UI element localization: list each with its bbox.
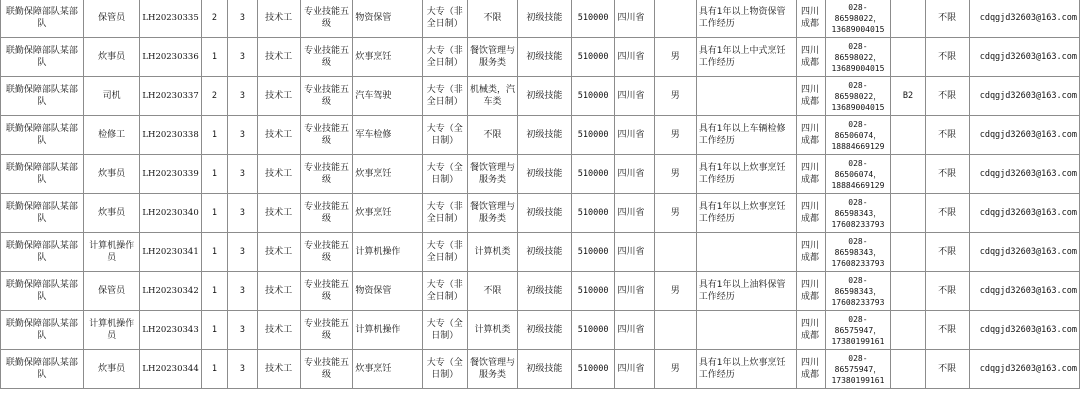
- education-cell[interactable]: 大专（全日制）: [422, 116, 467, 155]
- email-cell[interactable]: cdqgjd32603@163.com: [969, 155, 1079, 194]
- postcode-cell[interactable]: 510000: [571, 350, 615, 389]
- position-cell[interactable]: 保管员: [83, 0, 140, 38]
- education-cell[interactable]: 大专（非全日制）: [422, 272, 467, 311]
- skill-level-cell[interactable]: 初级技能: [518, 38, 572, 77]
- unit-cell[interactable]: 联勤保障部队某部队: [1, 0, 84, 38]
- table-row: [1, 350, 1080, 389]
- email-cell[interactable]: cdqgjd32603@163.com: [969, 233, 1079, 272]
- work-content-cell[interactable]: 计算机操作: [353, 233, 422, 272]
- unit-cell[interactable]: 联勤保障部队某部队: [1, 233, 84, 272]
- city-cell[interactable]: 四川成都: [796, 194, 825, 233]
- position-cell[interactable]: 炊事员: [83, 194, 140, 233]
- table-body: [1, 0, 1080, 389]
- email-cell[interactable]: cdqgjd32603@163.com: [969, 38, 1079, 77]
- ratio-cell[interactable]: 3: [228, 155, 257, 194]
- province-cell[interactable]: 四川省: [615, 194, 654, 233]
- headcount-cell[interactable]: 2: [201, 0, 227, 38]
- city-cell[interactable]: 四川成都: [796, 350, 825, 389]
- other-condition-cell[interactable]: 不限: [925, 77, 969, 116]
- ratio-cell[interactable]: 3: [228, 116, 257, 155]
- other-condition-cell[interactable]: 不限: [925, 116, 969, 155]
- job-type-cell[interactable]: 技术工: [257, 116, 300, 155]
- other-condition-cell[interactable]: 不限: [925, 0, 969, 38]
- unit-cell[interactable]: 联勤保障部队某部队: [1, 350, 84, 389]
- gender-cell[interactable]: 男: [654, 38, 696, 77]
- postcode-cell[interactable]: 510000: [571, 116, 615, 155]
- work-content-cell[interactable]: 炊事烹饪: [353, 350, 422, 389]
- job-type-cell[interactable]: 技术工: [257, 155, 300, 194]
- city-cell[interactable]: 四川成都: [796, 0, 825, 38]
- headcount-cell[interactable]: 1: [201, 272, 227, 311]
- requirement-cell[interactable]: 具有1年以上车辆检修工作经历: [696, 116, 796, 155]
- contact-phone-cell[interactable]: 028-86506074，18884669129: [825, 116, 891, 155]
- province-cell[interactable]: 四川省: [615, 272, 654, 311]
- ratio-cell[interactable]: 3: [228, 77, 257, 116]
- work-content-cell[interactable]: 炊事烹饪: [353, 38, 422, 77]
- city-cell[interactable]: 四川成都: [796, 77, 825, 116]
- requirement-cell[interactable]: [696, 77, 796, 116]
- gender-cell[interactable]: 男: [654, 194, 696, 233]
- headcount-cell[interactable]: 1: [201, 350, 227, 389]
- education-cell[interactable]: 大专（全日制）: [422, 155, 467, 194]
- grade-cell[interactable]: 专业技能五级: [300, 116, 353, 155]
- table-row: [1, 155, 1080, 194]
- job-type-cell[interactable]: 技术工: [257, 0, 300, 38]
- other-condition-cell[interactable]: 不限: [925, 194, 969, 233]
- city-cell[interactable]: 四川成都: [796, 38, 825, 77]
- requirement-cell[interactable]: 具有1年以上油料保管工作经历: [696, 272, 796, 311]
- other-condition-cell[interactable]: 不限: [925, 272, 969, 311]
- position-cell[interactable]: 保管员: [83, 272, 140, 311]
- postcode-cell[interactable]: 510000: [571, 233, 615, 272]
- other-condition-cell[interactable]: 不限: [925, 311, 969, 350]
- major-category-cell[interactable]: 不限: [467, 0, 517, 38]
- major-category-cell[interactable]: 餐饮管理与服务类: [467, 155, 517, 194]
- headcount-cell[interactable]: 1: [201, 311, 227, 350]
- work-content-cell[interactable]: 炊事烹饪: [353, 194, 422, 233]
- province-cell[interactable]: 四川省: [615, 116, 654, 155]
- table-row: [1, 116, 1080, 155]
- city-cell[interactable]: 四川成都: [796, 155, 825, 194]
- gender-cell[interactable]: [654, 0, 696, 38]
- work-content-cell[interactable]: 计算机操作: [353, 311, 422, 350]
- table-row: [1, 0, 1080, 38]
- headcount-cell[interactable]: 1: [201, 233, 227, 272]
- contact-phone-cell[interactable]: 028-86598022，13689004015: [825, 77, 891, 116]
- city-cell[interactable]: 四川成都: [796, 311, 825, 350]
- skill-level-cell[interactable]: 初级技能: [518, 233, 572, 272]
- grade-cell[interactable]: 专业技能五级: [300, 233, 353, 272]
- ratio-cell[interactable]: 3: [228, 194, 257, 233]
- other-condition-cell[interactable]: 不限: [925, 233, 969, 272]
- contact-phone-cell[interactable]: 028-86575947，17380199161: [825, 350, 891, 389]
- headcount-cell[interactable]: 1: [201, 116, 227, 155]
- position-cell[interactable]: 计算机操作员: [83, 311, 140, 350]
- email-cell[interactable]: cdqgjd32603@163.com: [969, 311, 1079, 350]
- position-code-cell[interactable]: LH20230343: [140, 311, 201, 350]
- grade-cell[interactable]: 专业技能五级: [300, 38, 353, 77]
- skill-level-cell[interactable]: 初级技能: [518, 311, 572, 350]
- work-content-cell[interactable]: 汽车驾驶: [353, 77, 422, 116]
- license-cell[interactable]: [891, 350, 925, 389]
- province-cell[interactable]: 四川省: [615, 311, 654, 350]
- province-cell[interactable]: 四川省: [615, 38, 654, 77]
- postcode-cell[interactable]: 510000: [571, 194, 615, 233]
- headcount-cell[interactable]: 1: [201, 155, 227, 194]
- requirement-cell[interactable]: 具有1年以上炊事烹饪工作经历: [696, 194, 796, 233]
- email-cell[interactable]: cdqgjd32603@163.com: [969, 350, 1079, 389]
- postcode-cell[interactable]: 510000: [571, 155, 615, 194]
- province-cell[interactable]: 四川省: [615, 233, 654, 272]
- license-cell[interactable]: [891, 0, 925, 38]
- email-cell[interactable]: cdqgjd32603@163.com: [969, 0, 1079, 38]
- ratio-cell[interactable]: 3: [228, 350, 257, 389]
- position-cell[interactable]: 炊事员: [83, 350, 140, 389]
- requirement-cell[interactable]: [696, 233, 796, 272]
- unit-cell[interactable]: 联勤保障部队某部队: [1, 194, 84, 233]
- ratio-cell[interactable]: 3: [228, 0, 257, 38]
- ratio-cell[interactable]: 3: [228, 38, 257, 77]
- province-cell[interactable]: 四川省: [615, 77, 654, 116]
- position-code-cell[interactable]: LH20230335: [140, 0, 201, 38]
- major-category-cell[interactable]: 计算机类: [467, 233, 517, 272]
- email-cell[interactable]: cdqgjd32603@163.com: [969, 272, 1079, 311]
- job-type-cell[interactable]: 技术工: [257, 38, 300, 77]
- unit-cell[interactable]: 联勤保障部队某部队: [1, 77, 84, 116]
- skill-level-cell[interactable]: 初级技能: [518, 272, 572, 311]
- headcount-cell[interactable]: 1: [201, 38, 227, 77]
- ratio-cell[interactable]: 3: [228, 311, 257, 350]
- table-row: [1, 38, 1080, 77]
- table-row: [1, 77, 1080, 116]
- requirement-cell[interactable]: 具有1年以上炊事烹饪工作经历: [696, 155, 796, 194]
- education-cell[interactable]: 大专（非全日制）: [422, 233, 467, 272]
- grade-cell[interactable]: 专业技能五级: [300, 155, 353, 194]
- other-condition-cell[interactable]: 不限: [925, 38, 969, 77]
- position-code-cell[interactable]: LH20230337: [140, 77, 201, 116]
- city-cell[interactable]: 四川成都: [796, 116, 825, 155]
- license-cell[interactable]: [891, 155, 925, 194]
- contact-phone-cell[interactable]: 028-86598343，17608233793: [825, 272, 891, 311]
- skill-level-cell[interactable]: 初级技能: [518, 194, 572, 233]
- position-cell[interactable]: 检修工: [83, 116, 140, 155]
- position-code-cell[interactable]: LH20230341: [140, 233, 201, 272]
- unit-cell[interactable]: 联勤保障部队某部队: [1, 116, 84, 155]
- major-category-cell[interactable]: 餐饮管理与服务类: [467, 38, 517, 77]
- unit-cell[interactable]: 联勤保障部队某部队: [1, 38, 84, 77]
- position-cell[interactable]: 司机: [83, 77, 140, 116]
- license-cell[interactable]: [891, 272, 925, 311]
- postcode-cell[interactable]: 510000: [571, 272, 615, 311]
- grade-cell[interactable]: 专业技能五级: [300, 311, 353, 350]
- position-cell[interactable]: 炊事员: [83, 155, 140, 194]
- unit-cell[interactable]: 联勤保障部队某部队: [1, 311, 84, 350]
- table-row: [1, 272, 1080, 311]
- headcount-cell[interactable]: 1: [201, 194, 227, 233]
- province-cell[interactable]: 四川省: [615, 155, 654, 194]
- requirement-cell[interactable]: 具有1年以上物资保管工作经历: [696, 0, 796, 38]
- education-cell[interactable]: 大专（非全日制）: [422, 194, 467, 233]
- gender-cell[interactable]: 男: [654, 272, 696, 311]
- gender-cell[interactable]: 男: [654, 350, 696, 389]
- job-type-cell[interactable]: 技术工: [257, 311, 300, 350]
- skill-level-cell[interactable]: 初级技能: [518, 350, 572, 389]
- major-category-cell[interactable]: 不限: [467, 272, 517, 311]
- postcode-cell[interactable]: 510000: [571, 38, 615, 77]
- job-type-cell[interactable]: 技术工: [257, 77, 300, 116]
- table-row: [1, 194, 1080, 233]
- gender-cell[interactable]: [654, 311, 696, 350]
- gender-cell[interactable]: 男: [654, 155, 696, 194]
- position-cell[interactable]: 炊事员: [83, 38, 140, 77]
- grade-cell[interactable]: 专业技能五级: [300, 272, 353, 311]
- position-code-cell[interactable]: LH20230338: [140, 116, 201, 155]
- position-code-cell[interactable]: LH20230344: [140, 350, 201, 389]
- skill-level-cell[interactable]: 初级技能: [518, 0, 572, 38]
- province-cell[interactable]: 四川省: [615, 350, 654, 389]
- license-cell[interactable]: [891, 38, 925, 77]
- work-content-cell[interactable]: 物资保管: [353, 272, 422, 311]
- job-type-cell[interactable]: 技术工: [257, 272, 300, 311]
- position-code-cell[interactable]: LH20230342: [140, 272, 201, 311]
- contact-phone-cell[interactable]: 028-86598022，13689004015: [825, 0, 891, 38]
- position-cell[interactable]: 计算机操作员: [83, 233, 140, 272]
- position-code-cell[interactable]: LH20230336: [140, 38, 201, 77]
- grade-cell[interactable]: 专业技能五级: [300, 0, 353, 38]
- requirement-cell[interactable]: 具有1年以上中式烹饪工作经历: [696, 38, 796, 77]
- job-type-cell[interactable]: 技术工: [257, 233, 300, 272]
- postcode-cell[interactable]: 510000: [571, 77, 615, 116]
- work-content-cell[interactable]: 军车检修: [353, 116, 422, 155]
- gender-cell[interactable]: [654, 233, 696, 272]
- table-row: [1, 233, 1080, 272]
- contact-phone-cell[interactable]: 028-86506074，18884669129: [825, 155, 891, 194]
- contact-phone-cell[interactable]: 028-86575947，17380199161: [825, 311, 891, 350]
- email-cell[interactable]: cdqgjd32603@163.com: [969, 77, 1079, 116]
- ratio-cell[interactable]: 3: [228, 233, 257, 272]
- license-cell[interactable]: B2: [891, 77, 925, 116]
- license-cell[interactable]: [891, 194, 925, 233]
- city-cell[interactable]: 四川成都: [796, 272, 825, 311]
- contact-phone-cell[interactable]: 028-86598022，13689004015: [825, 38, 891, 77]
- grade-cell[interactable]: 专业技能五级: [300, 194, 353, 233]
- contact-phone-cell[interactable]: 028-86598343，17608233793: [825, 233, 891, 272]
- province-cell[interactable]: 四川省: [615, 0, 654, 38]
- major-category-cell[interactable]: 餐饮管理与服务类: [467, 350, 517, 389]
- unit-cell[interactable]: 联勤保障部队某部队: [1, 272, 84, 311]
- major-category-cell[interactable]: 不限: [467, 116, 517, 155]
- education-cell[interactable]: 大专（非全日制）: [422, 38, 467, 77]
- license-cell[interactable]: [891, 311, 925, 350]
- ratio-cell[interactable]: 3: [228, 272, 257, 311]
- grade-cell[interactable]: 专业技能五级: [300, 77, 353, 116]
- position-code-cell[interactable]: LH20230340: [140, 194, 201, 233]
- email-cell[interactable]: cdqgjd32603@163.com: [969, 116, 1079, 155]
- gender-cell[interactable]: 男: [654, 77, 696, 116]
- gender-cell[interactable]: 男: [654, 116, 696, 155]
- license-cell[interactable]: [891, 233, 925, 272]
- work-content-cell[interactable]: 物资保管: [353, 0, 422, 38]
- grade-cell[interactable]: 专业技能五级: [300, 350, 353, 389]
- contact-phone-cell[interactable]: 028-86598343，17608233793: [825, 194, 891, 233]
- education-cell[interactable]: 大专（全日制）: [422, 350, 467, 389]
- skill-level-cell[interactable]: 初级技能: [518, 77, 572, 116]
- email-cell[interactable]: cdqgjd32603@163.com: [969, 194, 1079, 233]
- major-category-cell[interactable]: 计算机类: [467, 311, 517, 350]
- major-category-cell[interactable]: 机械类，汽车类: [467, 77, 517, 116]
- requirement-cell[interactable]: [696, 311, 796, 350]
- unit-cell[interactable]: 联勤保障部队某部队: [1, 155, 84, 194]
- education-cell[interactable]: 大专（非全日制）: [422, 0, 467, 38]
- table-row: [1, 311, 1080, 350]
- skill-level-cell[interactable]: 初级技能: [518, 155, 572, 194]
- other-condition-cell[interactable]: 不限: [925, 155, 969, 194]
- major-category-cell[interactable]: 餐饮管理与服务类: [467, 194, 517, 233]
- city-cell[interactable]: 四川成都: [796, 233, 825, 272]
- skill-level-cell[interactable]: 初级技能: [518, 116, 572, 155]
- license-cell[interactable]: [891, 116, 925, 155]
- position-code-cell[interactable]: LH20230339: [140, 155, 201, 194]
- education-cell[interactable]: 大专（全日制）: [422, 311, 467, 350]
- headcount-cell[interactable]: 2: [201, 77, 227, 116]
- education-cell[interactable]: 大专（非全日制）: [422, 77, 467, 116]
- requirement-cell[interactable]: 具有1年以上炊事烹饪工作经历: [696, 350, 796, 389]
- work-content-cell[interactable]: 炊事烹饪: [353, 155, 422, 194]
- job-type-cell[interactable]: 技术工: [257, 194, 300, 233]
- job-type-cell[interactable]: 技术工: [257, 350, 300, 389]
- postcode-cell[interactable]: 510000: [571, 311, 615, 350]
- postcode-cell[interactable]: 510000: [571, 0, 615, 38]
- other-condition-cell[interactable]: 不限: [925, 350, 969, 389]
